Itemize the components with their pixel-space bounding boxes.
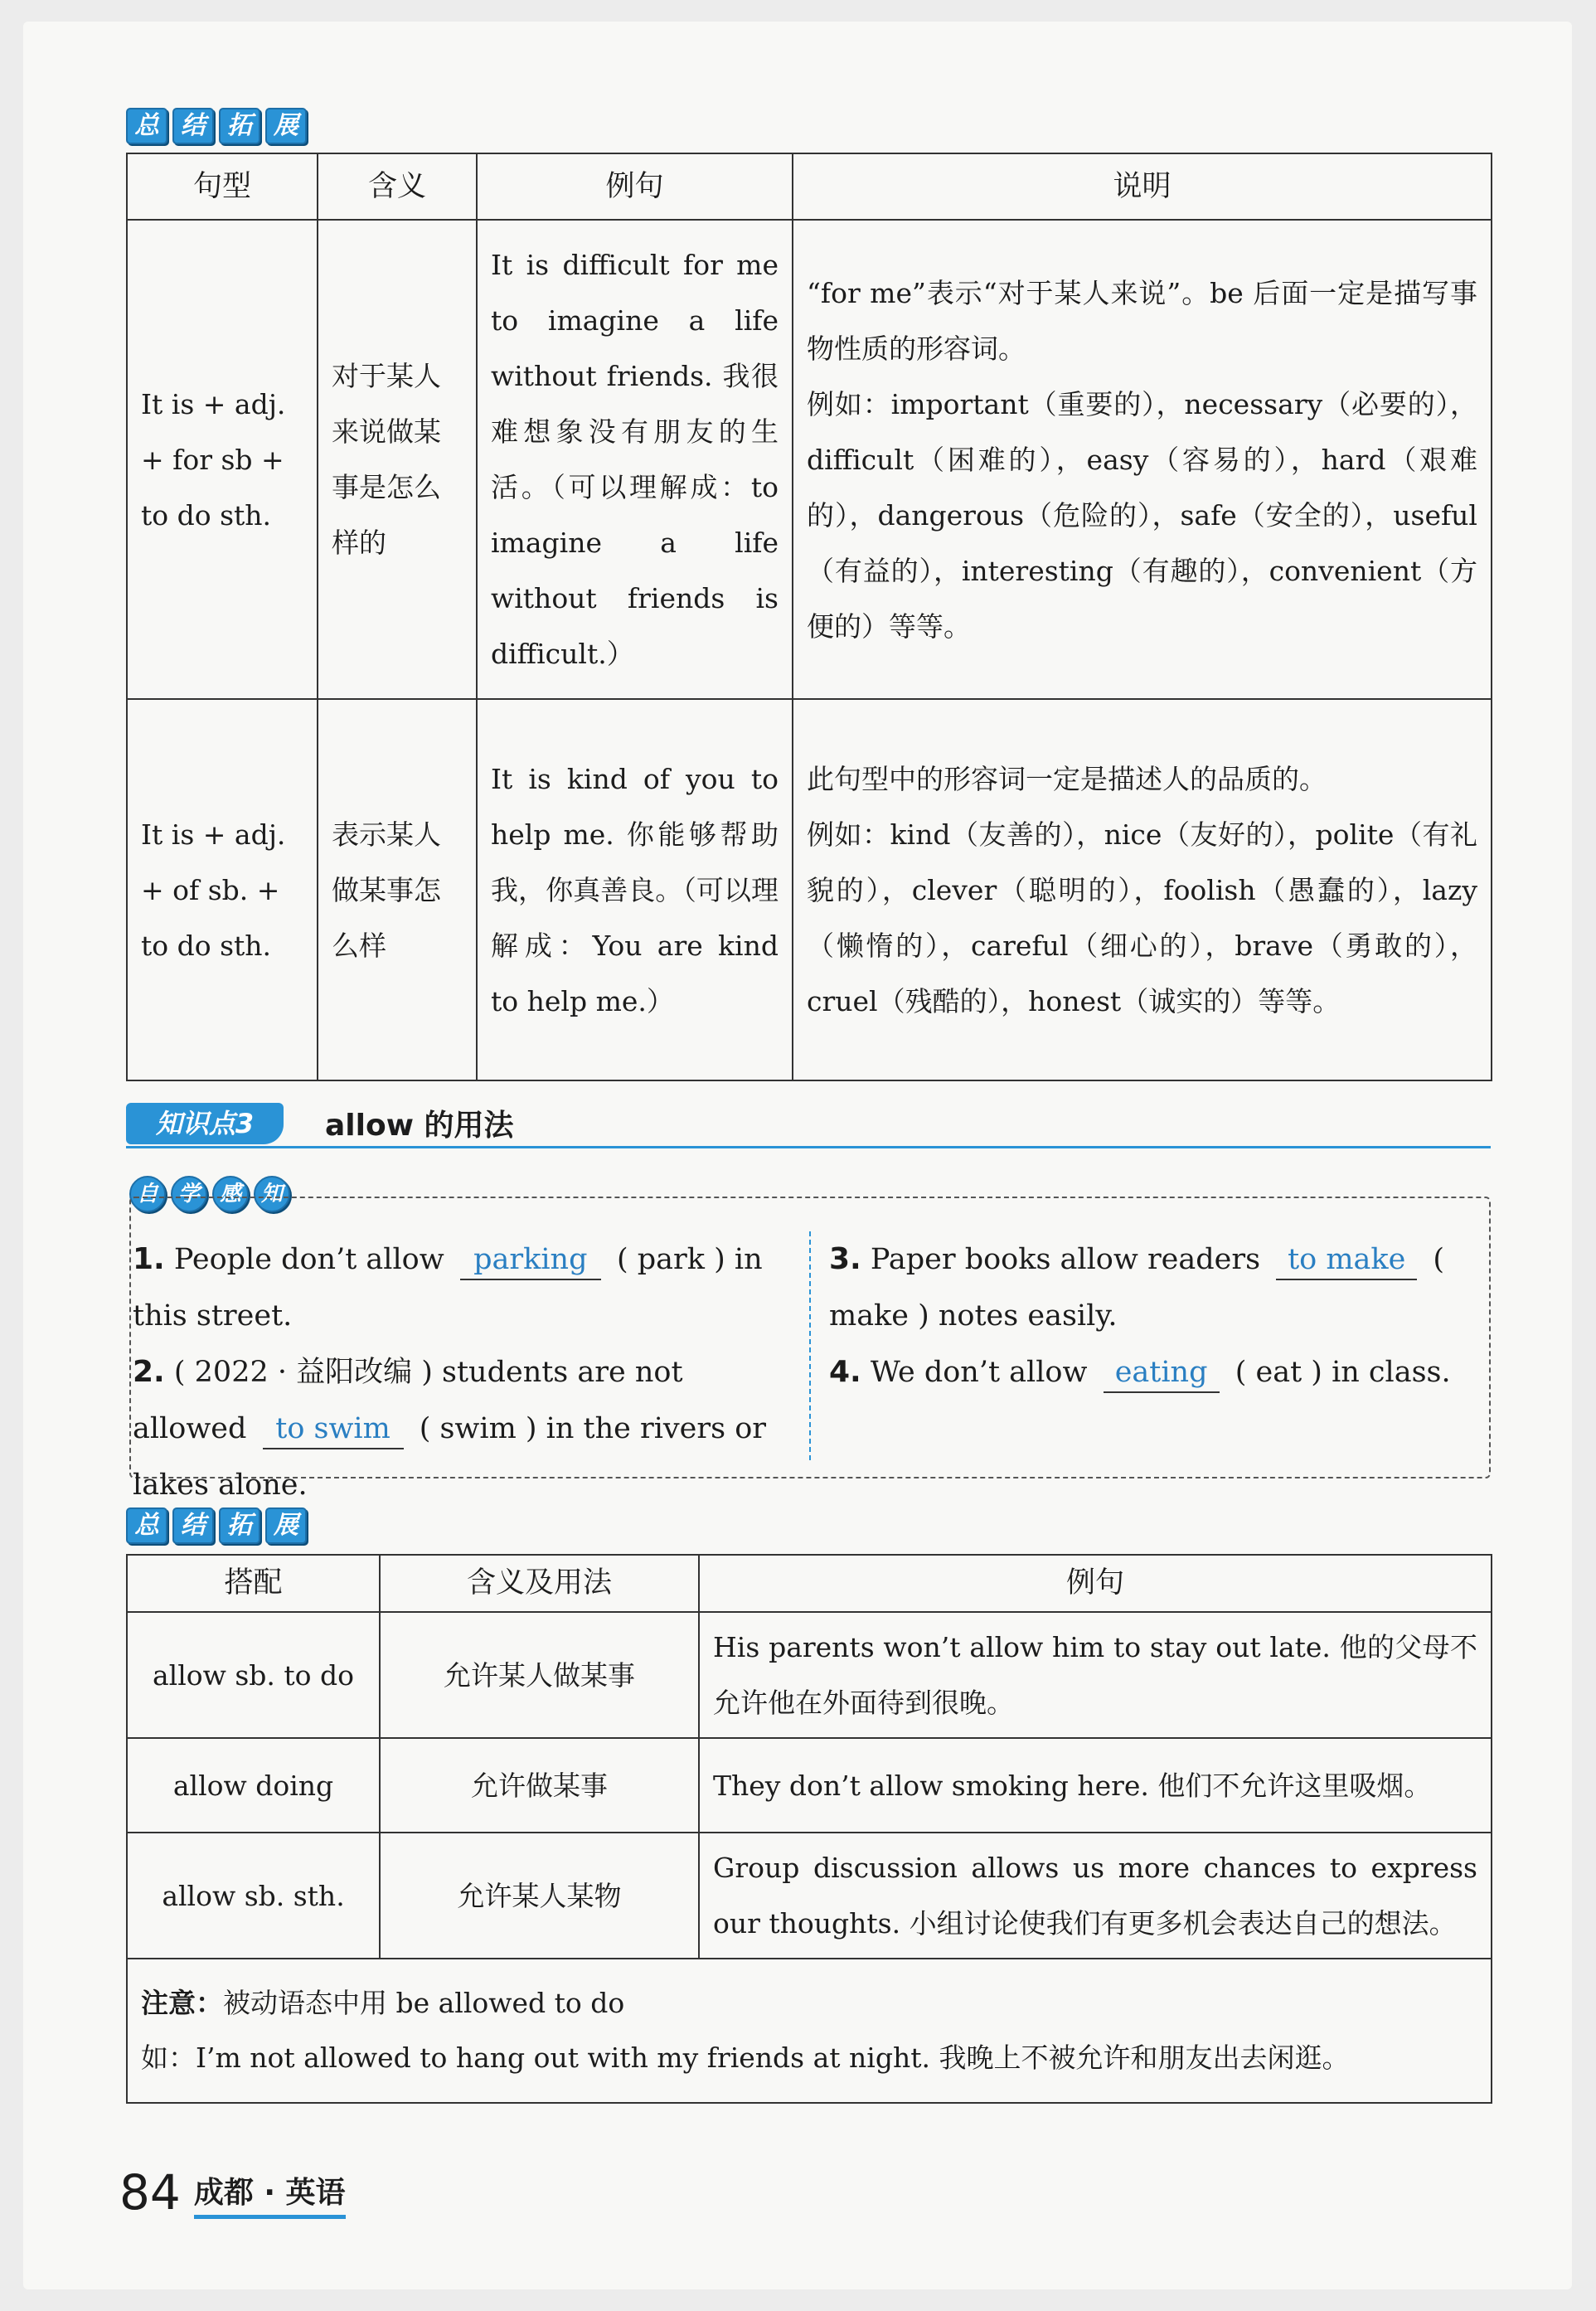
exercise-text: ( 2022 · 益阳改编 ) students are not allowed [133,1356,683,1445]
badge-char: 展 [265,1507,307,1544]
explanation-text: “for me”表示“对于某人来说”。be 后面一定是描写事物性质的形容词。 [807,276,1477,365]
badge-char: 学 [171,1176,207,1212]
exercise-text: ( swim ) in the rivers or lakes alone. [133,1412,767,1502]
badge-char: 知 [254,1176,290,1212]
badge-char: 感 [212,1176,249,1212]
book-title: 成都 · 英语 [194,2172,346,2219]
exercise-number: 2. [133,1355,165,1389]
badge-char: 总 [126,108,167,144]
table-row [127,1612,1492,1738]
collocation-cell: allow doing [127,1738,380,1833]
answer-blank[interactable]: to make [1276,1240,1417,1280]
page-number: 84 [119,2164,181,2221]
table-row [127,1738,1492,1833]
meaning-cell: 对于某人来说做某事是怎么样的 [318,220,477,699]
exercise-1 [133,1231,788,1344]
knowledge-point-badge: 知识点3 [126,1103,284,1144]
pattern-cell: It is + adj. + of sb. + to do sth. [127,699,318,1080]
header-meaning: 含义及用法 [380,1555,699,1612]
exercise-number: 4. [829,1355,861,1389]
explanation-text: 此句型中的形容词一定是描述人的品质的。 [807,762,1327,795]
exercise-text: Paper books allow readers [870,1243,1261,1276]
exercise-2 [133,1344,788,1513]
answer-blank[interactable]: to swim [263,1410,404,1449]
example-cell: His parents won’t allow him to stay out late. 他的父母不允许他在外面待到很晚。 [699,1612,1492,1738]
meaning-cell: 允许某人做某事 [380,1612,699,1738]
knowledge-point-header [126,1103,1491,1148]
note-row [127,1959,1492,2103]
badge-char: 结 [172,1507,214,1544]
note-example: 如：I’m not allowed to hang out with my friends at night. 我晚上不被允许和朋友出去闲逛。 [141,2042,1350,2074]
pattern-cell: It is + adj. + for sb + to do sth. [127,220,318,699]
explanation-cell [793,699,1492,1080]
collocation-cell: allow sb. sth. [127,1833,380,1959]
header-meaning: 含义 [318,153,477,220]
badge-char: 总 [126,1507,167,1544]
exercise-number: 3. [829,1242,861,1276]
knowledge-point-title: allow 的用法 [325,1109,514,1143]
example-cell: Group discussion allows us more chances to express our thoughts. 小组讨论使我们有更多机会表达自己的想法。 [699,1833,1492,1959]
collocation-cell: allow sb. to do [127,1612,380,1738]
exercise-text: ( make ) notes easily. [829,1243,1445,1333]
header-example: 例句 [699,1555,1492,1612]
meaning-cell: 允许做某事 [380,1738,699,1833]
header-collocation: 搭配 [127,1555,380,1612]
answer-blank[interactable]: parking [460,1240,601,1280]
sentence-pattern-table [126,153,1492,1081]
example-cell: It is kind of you to help me. 你能够帮助我，你真善良。（可以理解成：You are kind to help me.） [477,699,793,1080]
note-label: 注意： [141,1987,223,2019]
explanation-cell [793,220,1492,699]
exercise-text: We don’t allow [870,1356,1088,1389]
explanation-examples: 例如：important（重要的），necessary（必要的），difficult（困难的），easy（容易的），hard（艰难的），dangerous（危险的），safe（安全的），useful（有益的），interesting（有趣的），convenient（方便的）等等。 [807,387,1477,643]
badge-char: 结 [172,108,214,144]
table-header-row [127,1555,1492,1612]
allow-usage-table [126,1554,1492,2104]
column-divider [809,1231,811,1460]
note-text: 被动语态中用 be allowed to do [223,1987,625,2019]
exercise-text: ( eat ) in class. [1235,1356,1451,1389]
table-row [127,220,1492,699]
table-row [127,699,1492,1080]
meaning-cell: 允许某人某物 [380,1833,699,1959]
badge-char: 拓 [219,1507,260,1544]
exercise-text: People don’t allow [173,1243,444,1276]
example-cell: They don’t allow smoking here. 他们不允许这里吸烟。 [699,1738,1492,1833]
exercise-4 [829,1344,1484,1401]
badge-char: 拓 [219,108,260,144]
exercise-number: 1. [133,1242,165,1276]
note-cell [127,1959,1492,2103]
exercise-text: ( park ) in this street. [133,1243,763,1333]
table-row [127,1833,1492,1959]
answer-blank[interactable]: eating [1104,1353,1220,1393]
badge-char: 自 [129,1176,166,1212]
header-example: 例句 [477,153,793,220]
header-pattern: 句型 [127,153,318,220]
note-line [141,1976,1477,2031]
explanation-examples: 例如：kind（友善的），nice（友好的），polite（有礼貌的），clever（聪明的），foolish（愚蠢的），lazy（懒惰的），careful（细心的），brave（勇敢的），cruel（残酷的），honest（诚实的）等等。 [807,818,1477,1017]
summary-badge [126,1507,307,1544]
summary-badge [126,108,307,144]
exercise-3 [829,1231,1484,1344]
header-explanation: 说明 [793,153,1492,220]
badge-char: 展 [265,108,307,144]
exercise-box [129,1197,1491,1502]
table-header-row [127,153,1492,220]
page-footer [119,2166,346,2219]
meaning-cell: 表示某人做某事怎么样 [318,699,477,1080]
example-cell: It is difficult for me to imagine a life without friends. 我很难想象没有朋友的生活。（可以理解成：to imagine a life without friends is difficult.） [477,220,793,699]
